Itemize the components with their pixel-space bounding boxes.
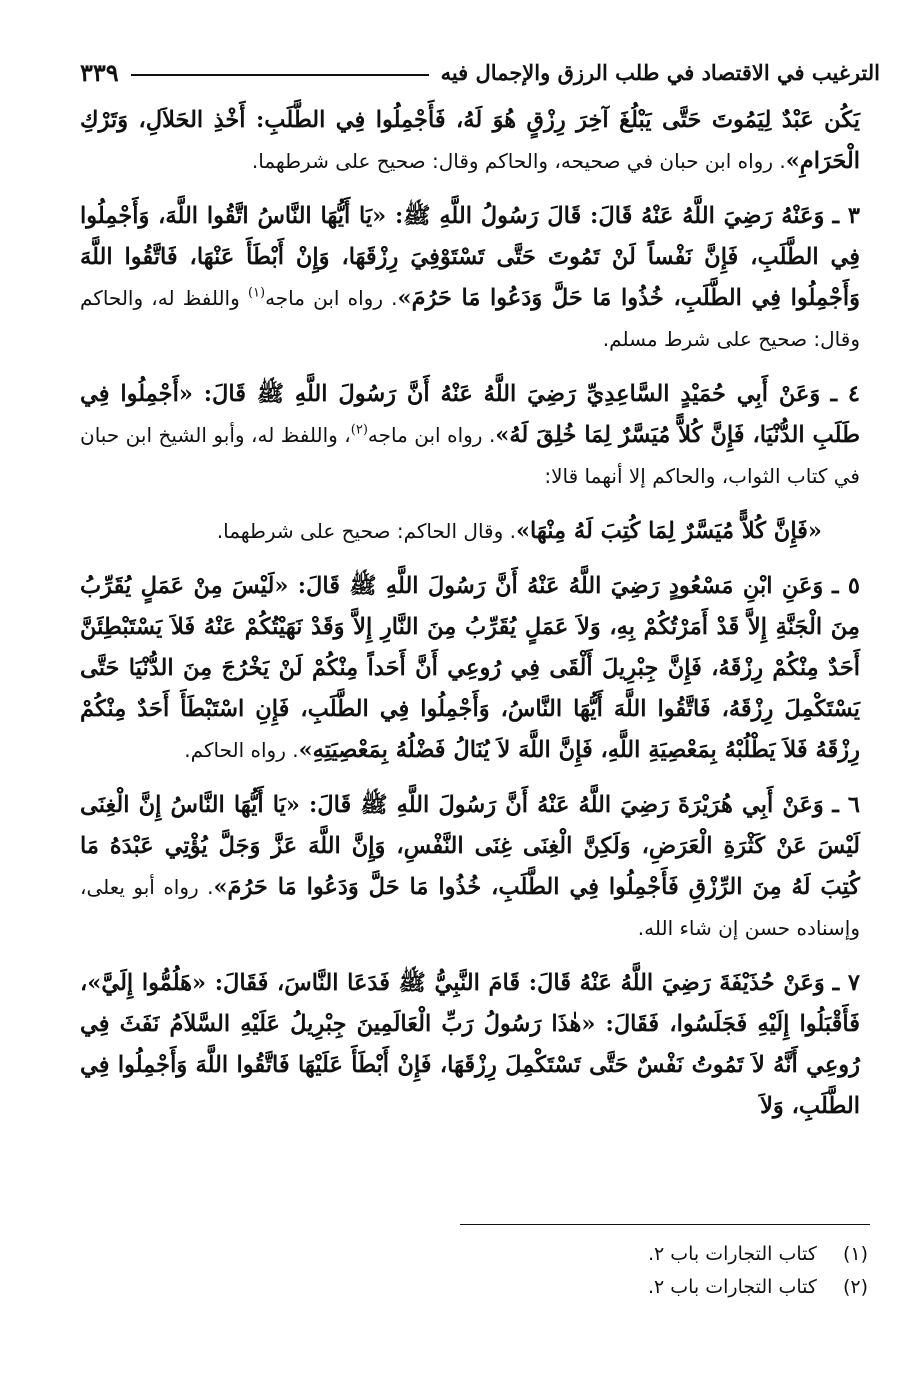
footnote-text: كتاب التجارات باب ٢.: [647, 1243, 817, 1265]
hadith-source-continued: واللفظ له، والحاكم وقال: صحيح على شرط مسلم.: [80, 286, 860, 351]
header-rule: [131, 74, 429, 76]
hadith-text: وَعَنْ حُذَيْفَةَ رَضِيَ اللَّهُ عَنْهُ قَالَ: قَامَ النَّبِيُّ ﷺ فَدَعَا النَّاسَ، فَقَالَ: «هَلُمُّوا إِلَيَّ»، فَأَقْبَلُوا إِلَيْهِ فَجَلَسُوا، فَقَالَ: «هٰذَا رَسُولُ رَبِّ الْعَالَمِينَ جِبْرِيلُ عَلَيْهِ السَّلاَمُ نَفَثَ فِي رُوعِي أَنَّهُ لاَ تَمُوتُ نَفْسٌ حَتَّى تَسْتَكْمِلَ رِزْقَهَا، فَإِنْ أَبْطَأَ عَلَيْهَا فَاتَّقُوا اللَّهَ وَأَجْمِلُوا فِي الطَّلَبِ، وَلاَ: [80, 970, 860, 1119]
hadith-text: وَعَنْهُ رَضِيَ اللَّهُ عَنْهُ قَالَ: قَالَ رَسُولُ اللَّهِ ﷺ: «يَا أَيُّهَا النَّاسُ اتَّقُوا اللَّهَ، وَأَجْمِلُوا فِي الطَّلَبِ، فَإِنَّ نَفْساً لَنْ تَمُوتَ حَتَّى تَسْتَوْفِيَ رِزْقَهَا، وَإِنْ أَبْطَأَ عَنْهَا، فَاتَّقُوا اللَّهَ وَأَجْمِلُوا فِي الطَّلَبِ، خُذُوا مَا حَلَّ وَدَعُوا مَا حَرُمَ»: [80, 203, 860, 311]
hadith-source: . رواه ابن حبان في صحيحه، والحاكم وقال: صحيح على شرطهما.: [251, 149, 786, 173]
footnote-marker[interactable]: (٢): [350, 422, 368, 438]
footnote-item: [268, 1271, 868, 1304]
footnotes: [268, 1238, 868, 1304]
footnote-text: كتاب التجارات باب ٢.: [647, 1276, 817, 1298]
hadith-number: ٦ ـ: [832, 792, 860, 818]
hadith-paragraph: [80, 963, 860, 1127]
hadith-number: ٧ ـ: [832, 970, 861, 996]
hadith-paragraph: [80, 785, 860, 949]
page-number: ٣٣٩: [80, 57, 119, 87]
hadith-number: ٤ ـ: [830, 381, 860, 407]
hadith-text: يَكُن عَبْدٌ لِيَمُوتَ حَتَّى يَبْلُغَ آخِرَ رِزْقٍ هُوَ لَهُ، فَأَجْمِلُوا فِي الطَّلَبِ: أَخْذِ الحَلاَلِ، وَتَرْكِ الْحَرَامِ»: [80, 107, 860, 174]
footnote-number: (١): [842, 1243, 868, 1265]
hadith-text: وَعَنْ أَبِي هُرَيْرَةَ رَضِيَ اللَّهُ عَنْهُ أَنَّ رَسُولَ اللَّهِ ﷺ قَالَ: «يَا أَيُّهَا النَّاسُ إِنَّ الْغِنَى لَيْسَ عَنْ كَثْرَةِ الْعَرَضِ، وَلَكِنَّ الْغِنَى غِنَى النَّفْسِ، وَإِنَّ اللَّهَ عَزَّ وَجَلَّ يُؤْتِي عَبْدَهُ مَا كُتِبَ لَهُ مِنَ الرِّزْقِ فَأَجْمِلُوا فِي الطَّلَبِ، خُذُوا مَا حَلَّ وَدَعُوا مَا حَرُمَ»: [80, 792, 860, 900]
hadith-source: . رواه ابن ماجه: [367, 423, 496, 447]
footnote-marker[interactable]: (١): [247, 285, 266, 301]
footnote-separator: [460, 1224, 870, 1225]
hadith-source-continued: ، واللفظ له، وأبو الشيخ ابن حبان في كتاب الثواب، والحاكم إلا أنهما قالا:: [80, 423, 860, 488]
footnote-item: [268, 1238, 868, 1271]
hadith-source: . وقال الحاكم: صحيح على شرطهما.: [216, 519, 516, 543]
hadith-source: . رواه أبو يعلى، وإسناده حسن إن شاء الله.: [80, 875, 860, 940]
chapter-title: الترغيب في الاقتصاد في طلب الرزق والإجمال فيه: [440, 59, 880, 85]
hadith-text: وَعَنِ ابْنِ مَسْعُودٍ رَضِيَ اللَّهُ عَنْهُ أَنَّ رَسُولَ اللَّهِ ﷺ قَالَ: «لَيْسَ مِنْ عَمَلٍ يُقَرِّبُ مِنَ الْجَنَّةِ إِلاَّ قَدْ أَمَرْتُكُمْ بِهِ، وَلاَ عَمَلٍ يُقَرِّبُ مِنَ النَّارِ إِلاَّ وَقَدْ نَهَيْتُكُمْ عَنْهُ فَلاَ يَسْتَبْطِئَنَّ أَحَدٌ مِنْكُمْ رِزْقَهُ، فَإِنَّ جِبْرِيلَ أَلْقَى فِي رُوعِي أَنَّ أَحَداً مِنْكُمْ لَنْ يَخْرُجَ مِنَ الدُّنْيَا حَتَّى يَسْتَكْمِلَ رِزْقَهُ، فَاتَّقُوا اللَّهَ أَيُّهَا النَّاسُ، وَأَجْمِلُوا فِي الطَّلَبِ، فَإِنِ اسْتَبْطَأَ أَحَدٌ مِنْكُمْ رِزْقَهُ فَلاَ يَطْلُبْهُ بِمَعْصِيَةِ اللَّهِ، فَإِنَّ اللَّهَ لاَ يُنَالُ فَضْلُهُ بِمَعْصِيَتِهِ»: [80, 573, 860, 763]
hadith-source: . رواه ابن ماجه: [265, 286, 398, 310]
hadith-source: . رواه الحاكم.: [184, 738, 299, 762]
hadith-text: «فَإِنَّ كُلاًّ مُيَسَّرٌ لِمَا كُتِبَ لَهُ مِنْهَا»: [515, 518, 822, 544]
hadith-number: ٣ ـ: [832, 203, 861, 229]
hadith-paragraph: [80, 374, 860, 497]
hadith-paragraph: [80, 196, 860, 360]
variant-wording-paragraph: [80, 511, 860, 552]
hadith-text: وَعَنْ أَبِي حُمَيْدٍ السَّاعِدِيِّ رَضِيَ اللَّهُ عَنْهُ أَنَّ رَسُولَ اللَّهِ ﷺ قَالَ: «أَجْمِلُوا فِي طَلَبِ الدُّنْيَا، فَإِنَّ كُلاًّ مُيَسَّرٌ لِمَا خُلِقَ لَهُ»: [80, 381, 860, 448]
footnote-number: (٢): [842, 1276, 868, 1298]
hadith-paragraph: [80, 100, 860, 182]
hadith-number: ٥ ـ: [831, 573, 860, 599]
running-header: [80, 54, 880, 90]
main-text: [80, 100, 860, 1141]
hadith-paragraph: [80, 566, 860, 771]
